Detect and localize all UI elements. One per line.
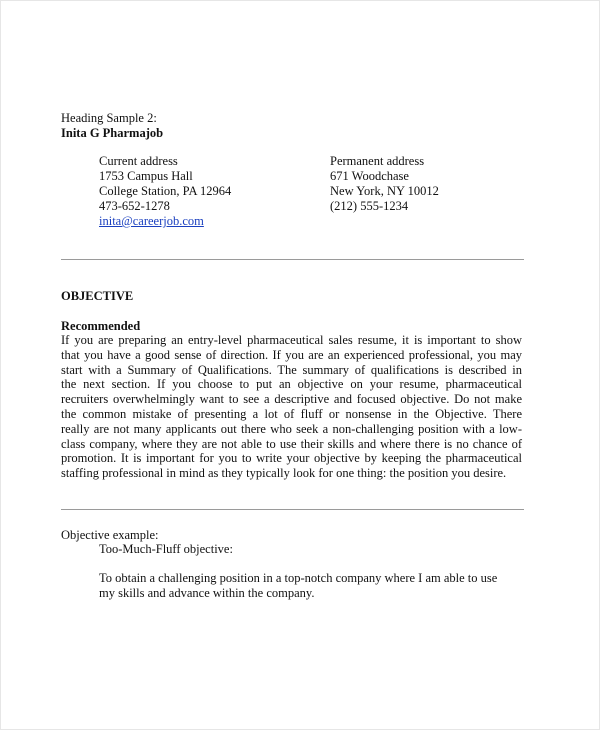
objective-paragraph bbox=[61, 333, 522, 481]
heading-sample-label: Heading Sample 2: bbox=[61, 111, 157, 125]
objective-example-label: Objective example: bbox=[61, 528, 159, 542]
permanent-address-street: 671 Woodchase bbox=[330, 169, 409, 183]
divider-top bbox=[61, 259, 524, 260]
objective-subtitle: Recommended bbox=[61, 319, 141, 333]
current-address-city: College Station, PA 12964 bbox=[99, 184, 232, 198]
objective-line: staffing professional in mind as they typically look for one thing: the position you desire. bbox=[61, 466, 507, 481]
objective-line: that you have a good sense of direction. If you are an experienced professional, you may bbox=[61, 347, 522, 362]
objective-example-text bbox=[99, 571, 497, 601]
objective-line: If you are preparing an entry-level pharmaceutical sales resume, it is important to show bbox=[61, 333, 522, 347]
permanent-address-block bbox=[330, 154, 439, 214]
candidate-name: Inita G Pharmajob bbox=[61, 126, 164, 140]
current-address-street: 1753 Campus Hall bbox=[99, 169, 193, 183]
objective-line: really are not many applicants out there who seek a non-challenging position with a low- bbox=[61, 421, 522, 436]
objective-line: recruiters overwhelmingly want to see a descriptive and focused objective. Do not make bbox=[61, 392, 522, 407]
example-line: To obtain a challenging position in a top-notch company where I am able to use bbox=[99, 571, 498, 585]
objective-title: OBJECTIVE bbox=[61, 289, 134, 303]
current-address-block bbox=[99, 154, 231, 229]
current-address-label: Current address bbox=[99, 154, 178, 168]
example-line: my skills and advance within the company. bbox=[99, 586, 315, 600]
current-address-email-link[interactable]: inita@careerjob.com bbox=[99, 214, 204, 228]
current-address-phone: 473-652-1278 bbox=[99, 199, 170, 213]
objective-line: the next section. If you choose to put an objective on your resume, pharmaceutical bbox=[61, 377, 522, 392]
objective-example-sublabel: Too-Much-Fluff objective: bbox=[99, 542, 233, 556]
objective-line: promotion. It is important for you to write your objective by keeping the pharmaceutical bbox=[61, 451, 522, 466]
permanent-address-phone: (212) 555-1234 bbox=[330, 199, 409, 213]
permanent-address-label: Permanent address bbox=[330, 154, 425, 168]
permanent-address-city: New York, NY 10012 bbox=[330, 184, 439, 198]
objective-line: the common mistake of presenting a lot of fluff or nonsense in the Objective. There bbox=[61, 406, 522, 421]
objective-line: start with a Summary of Qualifications. The summary of qualifications is described in bbox=[61, 362, 522, 377]
objective-line: class company, where they are not able to use their skills and where there is no chance of bbox=[61, 436, 522, 451]
divider-bottom bbox=[61, 509, 524, 510]
